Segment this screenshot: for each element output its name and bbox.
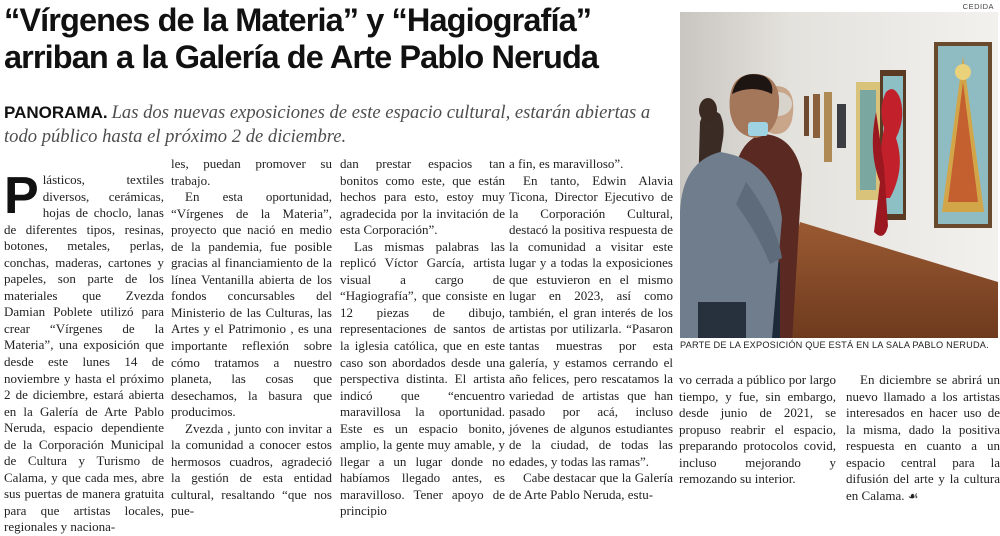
column-2-paragraph-1: les, puedan promover su trabajo.: [171, 156, 332, 188]
column-6-body: En diciembre se abrirá un nuevo llamado a los artistas interesados en hacer uso de la misma, dado la positiva respuesta en cuanto a un espacio central para la difusión del arte y la cultura en Calama.: [846, 372, 1000, 503]
body-column-3: [340, 156, 505, 520]
column-4-paragraph-1: a fin, es maravilloso”.: [509, 156, 624, 171]
column-4-paragraph-3: Cabe destacar que la Galería de Arte Pablo Neruda, estu-: [509, 470, 673, 502]
end-mark-icon: ☙: [907, 488, 919, 503]
body-column-5: [679, 372, 836, 488]
column-6-text: [846, 372, 1000, 504]
column-4-paragraph-2: En tanto, Edwin Alavia Ticona, Director Ejecutivo de la Corporación Cultural, destacó la positiva respuesta de la comunidad a visitar este lugar y a todas la exposiciones que estuvieron en el mismo lugar en 2023, así como también, el gran interés de los artistas por utilizarla. “Pasaron tantas muestras por esta galería, y estamos cerrando el año felices, pero rescatamos la variedad de artistas que han pasado por acá, incluso jóvenes de algunos estudiantes de la ciudad, de todas las edades, y todas las ramas”.: [509, 172, 673, 469]
column-5-text: vo cerrada a público por largo tiempo, y fue, sin embargo, desde junio de 2021, se propuso reabrir el espacio, preparando protocolos covid, incluso mejorando y remozando su interior.: [679, 372, 836, 487]
column-1-text: lásticos, textiles diversos, cerámicas, hojas de choclo, lanas de diferentes tipos, resinas, botones, metales, perlas, conchas, maderas, cartones y papeles, son parte de los materiales que Zvezda Damian Poblete utilizó para crear “Vírgenes de la Materia”, una exposición que desde este lunes 14 de noviembre y hasta el próximo 2 de diciembre, estará abierta en la Galería de Arte Pablo Neruda, espacio dependiente de la Corporación Municipal de Cultura y Turismo de Calama, y que cada mes, abre sus puertas de manera gratuita para que artistas locales, regionales y naciona-: [4, 172, 164, 535]
section-kicker: PANORAMA.: [4, 103, 108, 122]
body-column-6: [846, 372, 1000, 504]
headline: “Vírgenes de la Materia” y “Hagiografía” arriban a la Galería de Arte Pablo Neruda: [4, 2, 599, 75]
column-2-paragraph-3: Zvezda , junto con invitar a la comunidad a conocer estos hermosos cuadros, agradeció la gestión de esta entidad cultural, resaltando “que nos pue-: [171, 420, 332, 519]
drop-cap: P: [4, 167, 39, 225]
deck-text: Las dos nuevas exposiciones de este espacio cultural, estarán abiertas a todo público hasta el próximo 2 de diciembre.: [4, 102, 651, 147]
body-column-2: [171, 156, 332, 520]
gallery-photo: [680, 12, 998, 338]
body-column-4: [509, 156, 673, 503]
column-3-paragraph-2: Las mismas palabras las replicó Víctor García, artista visual a cargo de “Hagiografía”, que consiste en 12 piezas de dibujo, representaciones de santos de la iglesia católica, que en este caso son abordados desde una perspectiva distinta. El artista indicó que “encuentro maravillosa la oportunidad. Este es un espacio bonito, amplio, la gente muy amable, y llegar a un lugar donde no habíamos llegado antes, es maravilloso. Tener apoyo de principio: [340, 238, 505, 519]
body-column-1: [4, 167, 164, 536]
photo-credit: CEDIDA: [962, 2, 994, 11]
article-deck: [4, 101, 676, 149]
column-3-paragraph-1: dan prestar espacios tan bonitos como este, que están hechos para esto, estoy muy agradecida por la invitación de esta Corporación”.: [340, 156, 505, 238]
photo-caption: PARTE DE LA EXPOSICIÓN QUE ESTÁ EN LA SALA PABLO NERUDA.: [680, 340, 989, 350]
column-2-paragraph-2: En esta oportunidad, “Vírgenes de la Materia”, proyecto que nació en medio de la pandemia, fue posible gracias al financiamiento de la línea Ventanilla abierta de los fondos concursables del Ministerio de las Culturas, las Artes y el Patrimonio , es una importante reflexión sobre cómo tratamos a nuestro planeta, las cosas que desechamos, la basura que producimos.: [171, 189, 332, 420]
